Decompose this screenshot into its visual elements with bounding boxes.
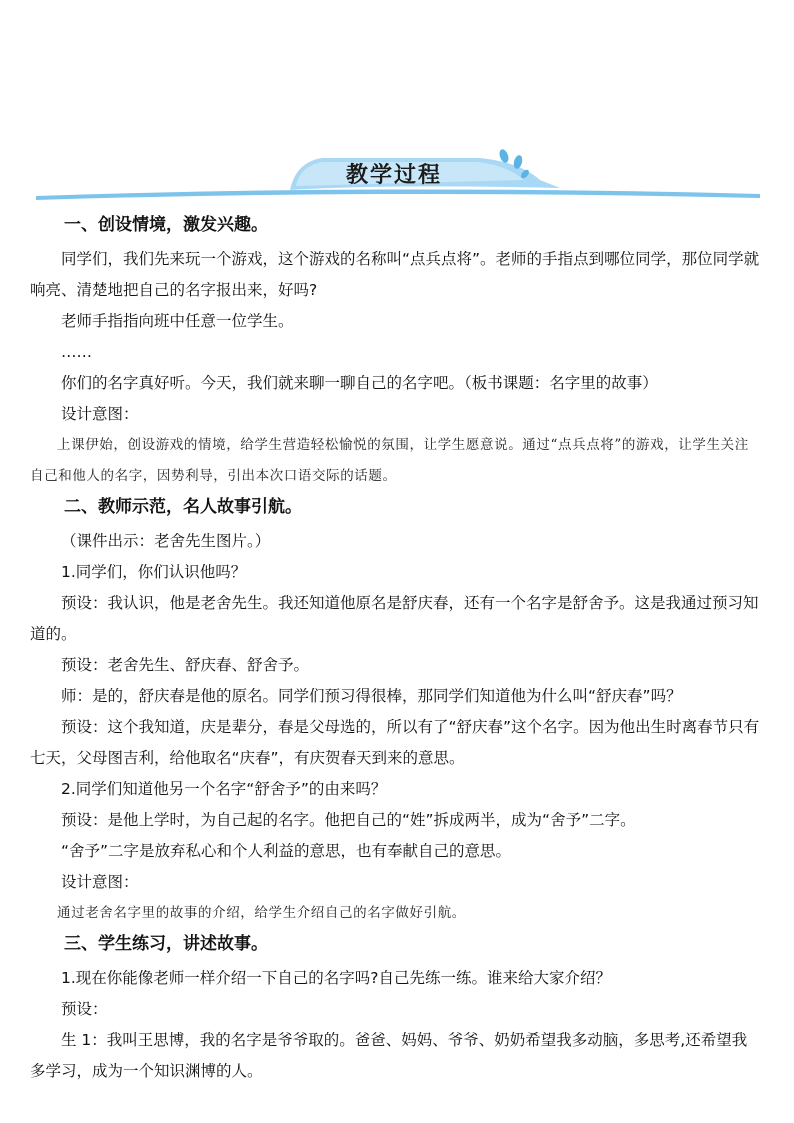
section-heading: 一、创设情境，激发兴趣。: [64, 215, 268, 235]
paragraph: 生 1：我叫王思博，我的名字是爷爷取的。爸爸、妈妈、爷爷、奶奶希望我多动脑，多思考,还希望我多学习，成为一个知识渊博的人。: [30, 1031, 748, 1080]
paragraph: 老师手指指向班中任意一位学生。: [61, 312, 294, 330]
lesson-content: [30, 210, 760, 1087]
paragraph: 预设：: [61, 1000, 108, 1018]
design-intent-note: 上课伊始，创设游戏的情境，给学生营造轻松愉悦的氛围，让学生愿意说。通过“点兵点将”的游戏，让学生关注自己和他人的名字，因势利导，引出本次口语交际的话题。: [30, 437, 749, 484]
paragraph: 预设：是他上学时，为自己起的名字。他把自己的“姓”拆成两半，成为“舍予”二字。: [61, 811, 636, 829]
section-banner: [0, 140, 794, 210]
ellipsis: ……: [61, 343, 92, 361]
paragraph: 预设：这个我知道，庆是辈分，春是父母选的，所以有了“舒庆春”这个名字。因为他出生时离春节只有七天，父母图吉利，给他取名“庆春”，有庆贺春天到来的意思。: [30, 718, 760, 767]
banner-title: 教学过程: [345, 163, 442, 188]
question: 1.现在你能像老师一样介绍一下自己的名字吗?自己先练一练。谁来给大家介绍？: [61, 969, 612, 987]
paragraph: 你们的名字真好听。今天，我们就来聊一聊自己的名字吧。（板书课题：名字里的故事）: [61, 374, 658, 392]
section-heading: 三、学生练习，讲述故事。: [64, 934, 268, 954]
paragraph: 同学们，我们先来玩一个游戏，这个游戏的名称叫“点兵点将”。老师的手指点到哪位同学，那位同学就响亮、清楚地把自己的名字报出来，好吗?: [30, 250, 760, 299]
paragraph: （课件出示：老舍先生图片。）: [61, 532, 271, 550]
section-heading: 二、教师示范，名人故事引航。: [64, 497, 302, 517]
paragraph: 预设：老舍先生、舒庆春、舒舍予。: [61, 656, 310, 674]
design-intent-label: 设计意图：: [61, 873, 139, 891]
design-intent-note: 通过老舍名字里的故事的介绍，给学生介绍自己的名字做好引航。: [57, 905, 466, 921]
design-intent-label: 设计意图：: [61, 405, 139, 423]
paragraph: “舍予”二字是放弃私心和个人利益的意思，也有奉献自己的意思。: [61, 842, 512, 860]
question: 1.同学们，你们认识他吗？: [61, 563, 247, 581]
paragraph: 师：是的，舒庆春是他的原名。同学们预习得很棒，那同学们知道他为什么叫“舒庆春”吗？: [61, 687, 682, 705]
paragraph: 预设：我认识，他是老舍先生。我还知道他原名是舒庆春，还有一个名字是舒舍予。这是我通过预习知道的。: [30, 594, 759, 643]
question: 2.同学们知道他另一个名字“舒舍予”的由来吗？: [61, 780, 387, 798]
